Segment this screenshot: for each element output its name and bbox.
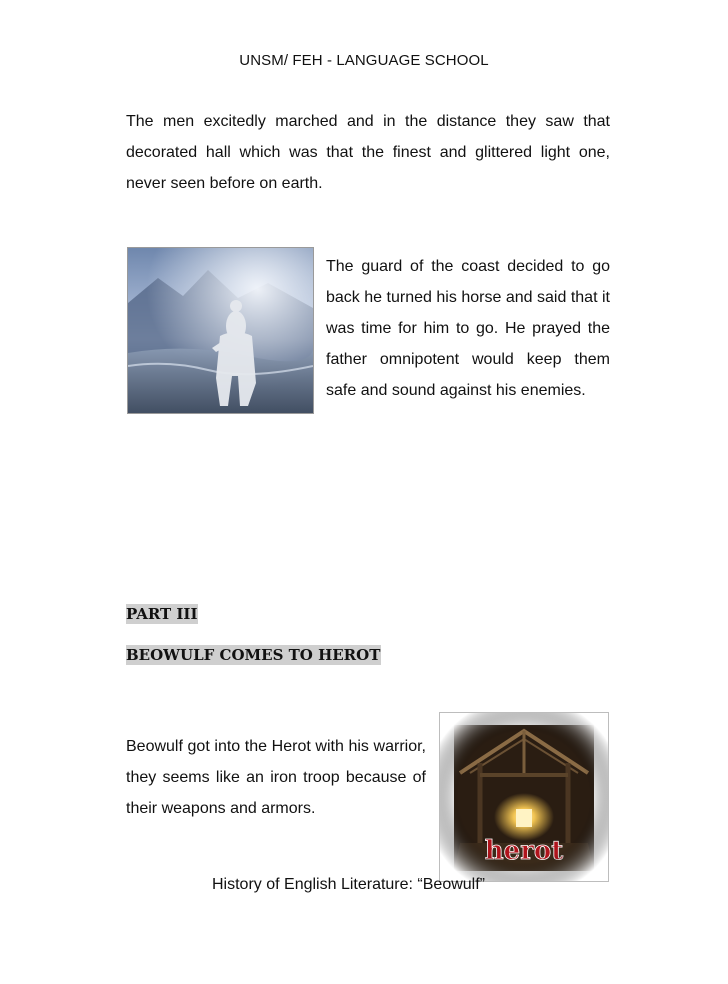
page-footer: History of English Literature: “Beowulf” (212, 876, 485, 893)
page-header: UNSM/ FEH - LANGUAGE SCHOOL (239, 52, 489, 69)
paragraph-march: The men excitedly marched and in the distance they saw that decorated hall which was that the finest and glittered light one, never seen before on earth. (126, 113, 610, 192)
herot-hall-illustration (440, 713, 608, 881)
herot-hall-image (439, 712, 609, 882)
paragraph-beowulf-herot: Beowulf got into the Herot with his warrior, they seems like an iron troop because of their weapons and armors. (126, 738, 426, 817)
rider-on-horse-image (127, 247, 314, 414)
part-heading: PART III (126, 605, 198, 623)
section-heading: BEOWULF COMES TO HEROT (126, 646, 381, 664)
rider-illustration (128, 248, 313, 413)
paragraph-guard: The guard of the coast decided to go back he turned his horse and said that it was time for him to go. He prayed the father omnipotent would keep them safe and sound against his enemies. (326, 258, 610, 399)
